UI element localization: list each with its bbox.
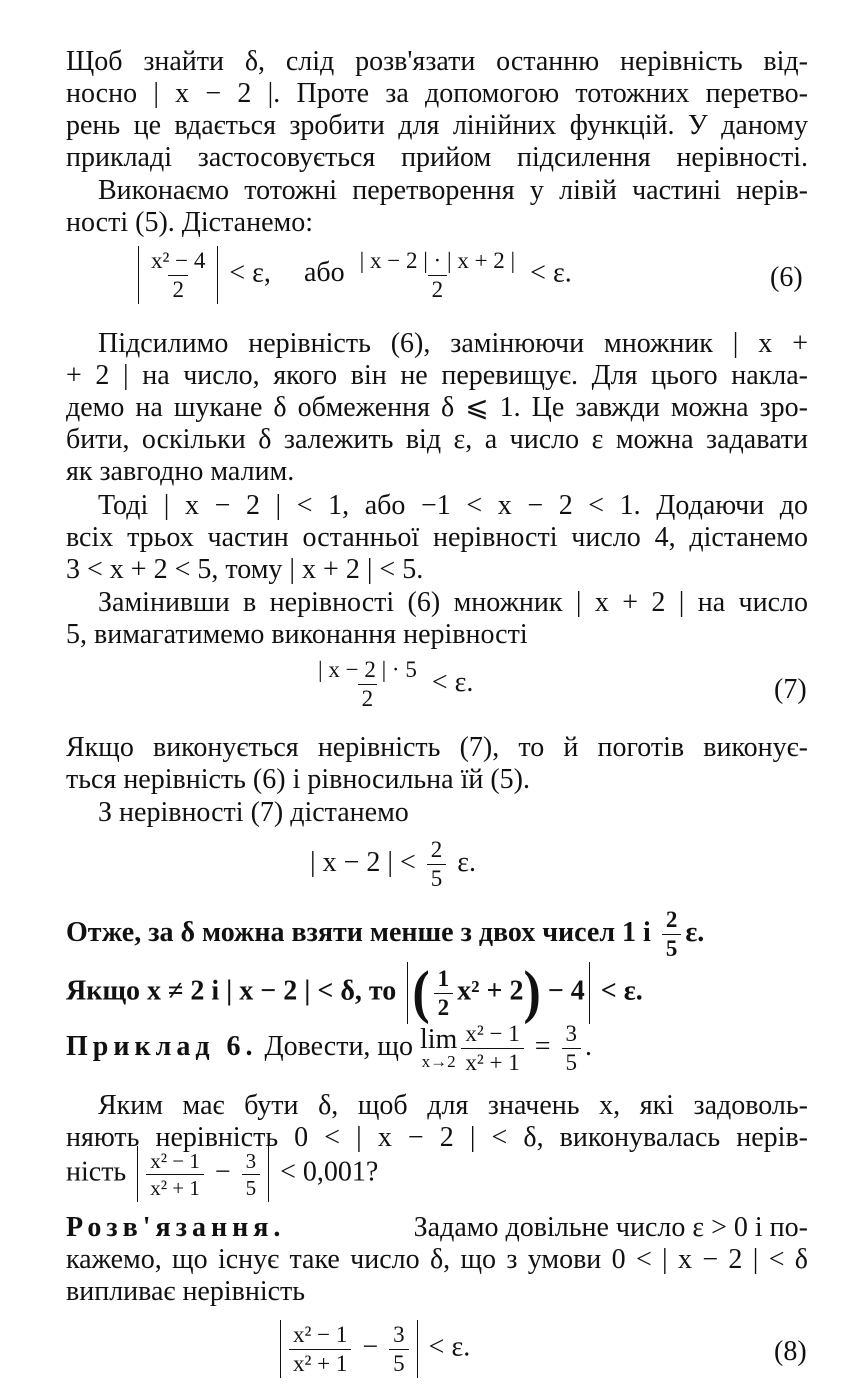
text: Задамо довільне число ε > 0 і по- <box>413 1212 808 1243</box>
text-line: Щоб знайти δ, слід розв'язати останню нерівність від- <box>66 46 808 77</box>
text-line: ться нерівність (6) і рівносильна їй (5). <box>66 764 531 795</box>
relation: ε. <box>685 916 705 948</box>
numerator: x² − 1 <box>465 1021 520 1046</box>
text: ність <box>66 1156 127 1188</box>
fraction <box>314 658 421 711</box>
abs-bar <box>137 1146 138 1202</box>
text-line: Замінивши в нерівності (6) множник | x + 2 | на число <box>98 587 808 618</box>
abs-bar <box>217 246 218 304</box>
solution-line <box>66 1212 808 1244</box>
lim-word: lim <box>420 1023 458 1055</box>
text-line: Яким має бути δ, щоб для значень x, які задоволь- <box>98 1090 808 1121</box>
numerator: x² − 4 <box>151 247 206 273</box>
text-line: бити, оскільки δ залежить від ε, а число ε можна задавати <box>66 424 808 455</box>
relation: = <box>534 1030 551 1062</box>
numerator: 2 <box>665 907 678 932</box>
fraction <box>427 838 447 891</box>
numerator: 1 <box>437 965 450 991</box>
equation-7 <box>310 658 473 711</box>
abs-bar <box>268 1146 269 1202</box>
text: Якщо x ≠ 2 і | x − 2 | < δ, то <box>66 975 397 1007</box>
numerator: | x − 2 | · | x + 2 | <box>359 247 516 273</box>
text-line: Тоді | x − 2 | < 1, або −1 < x − 2 < 1. Додаючи до <box>98 490 808 521</box>
numerator: | x − 2 | · 5 <box>318 657 417 682</box>
text-line: 5, вимагатимемо виконання нерівності <box>66 619 528 650</box>
text-line: рень це вдається зробити для лінійних функцій. У даному <box>66 110 808 141</box>
fraction <box>662 908 682 961</box>
denominator: 5 <box>242 1174 261 1199</box>
denominator: 2 <box>358 684 378 711</box>
equation-number: (8) <box>774 1336 807 1367</box>
denominator: 5 <box>562 1048 582 1075</box>
equation-6 <box>134 246 572 304</box>
example-label: Приклад 6. <box>66 1030 258 1062</box>
text-line <box>66 908 704 961</box>
fraction <box>242 1150 261 1199</box>
text-line: ності (5). Дістанемо: <box>66 207 313 238</box>
inner-expr: x² + 2 <box>457 975 524 1007</box>
equation-number: (6) <box>770 262 803 293</box>
fraction <box>289 1323 351 1376</box>
lim-sub: x→2 <box>421 1051 456 1071</box>
text-line: няють нерівність 0 < | x − 2 | < δ, виконувалась нерів- <box>66 1122 808 1153</box>
denominator: 2 <box>428 275 448 302</box>
text-line: прикладі застосовується прийом підсилення нерівності. <box>66 142 808 173</box>
abs-bar <box>407 962 408 1024</box>
numerator: 2 <box>430 837 443 862</box>
relation: < ε. <box>530 257 572 289</box>
abs-bar <box>589 962 590 1024</box>
text-line: демо на шукане δ обмеження δ ⩽ 1. Це завжди можна зро- <box>66 392 808 423</box>
abs-bar <box>138 246 139 304</box>
text: Довести, що <box>264 1030 413 1062</box>
fraction <box>356 249 520 302</box>
denominator: 5 <box>389 1349 409 1376</box>
text: Отже, за δ можна взяти менше з двох чисел 1 і <box>66 916 651 948</box>
relation: − <box>362 1331 379 1363</box>
relation: < ε. <box>600 975 643 1007</box>
numerator: x² − 1 <box>150 1148 200 1173</box>
numerator: 3 <box>565 1021 578 1046</box>
denominator: 2 <box>168 275 188 302</box>
equation-8 <box>276 1320 470 1378</box>
lhs: | x − 2 | < <box>310 846 416 878</box>
paren-open: ( <box>412 959 430 1026</box>
text-line: Підсилимо нерівність (6), замінюючи множник | x + <box>98 328 808 359</box>
text-line: + 2 | на число, якого він не перевищує. Для цього накла- <box>66 360 808 391</box>
text-line: носно | x − 2 |. Проте за допомогою тотожних перетво- <box>66 78 808 109</box>
fraction <box>434 967 454 1020</box>
relation: < ε. <box>428 1331 471 1363</box>
denominator: x² + 1 <box>461 1048 523 1075</box>
fraction <box>562 1022 582 1075</box>
relation: − <box>214 1156 231 1188</box>
equation-number: (7) <box>774 674 807 705</box>
numerator: 3 <box>245 1148 257 1173</box>
denominator: x² + 1 <box>146 1174 204 1199</box>
denominator: 2 <box>434 993 454 1020</box>
text-line: Якщо виконується нерівність (7), то й поготів виконує- <box>66 732 808 763</box>
denominator: 5 <box>427 864 447 891</box>
numerator: 3 <box>393 1321 405 1347</box>
text-line: всіх трьох частин останньої нерівності число 4, дістанемо <box>66 522 808 553</box>
text-line: Виконаємо тотожні перетворення у лівій частині нерів- <box>98 175 808 206</box>
abs-bar <box>417 1320 418 1378</box>
equation-delta <box>310 838 476 891</box>
fraction <box>147 249 209 302</box>
text-line: випливає нерівність <box>66 1276 306 1307</box>
fraction <box>461 1022 523 1075</box>
text-line: З нерівності (7) дістанемо <box>98 797 409 828</box>
example-6-heading <box>66 1022 592 1075</box>
relation: < ε. <box>431 666 474 698</box>
relation: < 0,001? <box>280 1156 379 1188</box>
relation: . <box>585 1030 593 1062</box>
limit <box>420 1023 458 1071</box>
numerator: x² − 1 <box>293 1321 348 1347</box>
fraction <box>389 1323 409 1376</box>
text-line: 3 < x + 2 < 5, тому | x + 2 | < 5. <box>66 554 424 585</box>
fraction <box>146 1150 204 1199</box>
relation: < ε, <box>229 257 271 289</box>
text-line: як завгодно малим. <box>66 456 295 487</box>
abs-bar <box>280 1320 281 1378</box>
denominator: x² + 1 <box>289 1349 351 1376</box>
expr: − 4 <box>547 975 585 1007</box>
text-line: кажемо, що існує таке число δ, що з умови 0 < | x − 2 | < δ <box>66 1244 809 1275</box>
denominator: 5 <box>662 934 682 961</box>
or-word: або <box>303 257 345 289</box>
text-line <box>66 959 643 1026</box>
paren-close: ) <box>523 959 541 1026</box>
solution-label: Розв'язання. <box>66 1212 286 1243</box>
relation: ε. <box>457 846 477 878</box>
text-line <box>66 1146 378 1202</box>
